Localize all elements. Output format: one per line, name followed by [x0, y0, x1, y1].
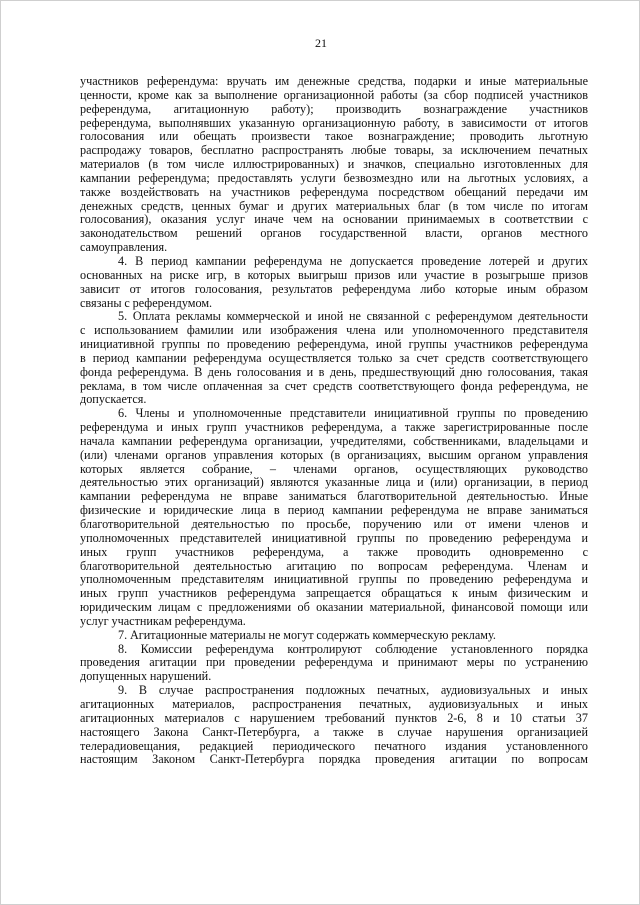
text-line: начала кампании референдума организации, учредителями, собственниками, владельцами и [80, 434, 588, 448]
text-line: распродажу товаров, бесплатно распространять любые товары, за исключением печатных [80, 144, 588, 158]
text-line: которых является собрание, – членами органов, осуществляющих руководство [80, 462, 588, 476]
text-line: референдума, агитационную работу); производить вознаграждение участников [80, 102, 588, 116]
text-line: иных групп участников референдума, а также проводить одновременно с [80, 545, 588, 559]
text-line: референдума и иных групп участников референдума, а также зарегистрированные после [80, 421, 588, 435]
text-line: самоуправления. [80, 241, 168, 255]
text-line: денежных средств, ценных бумаг и других материальных благ (в том числе по итогам [80, 199, 588, 213]
text-line: проведения агитации при проведении референдума и принимают меры по устранению [80, 656, 588, 670]
text-line: в период кампании референдума осуществляется только за счет средств соответствующего [80, 351, 588, 365]
text-line: допускается. [80, 393, 147, 407]
text-line: реклама, в том числе оплаченная за счет средств соответствующего фонда референдума, не [80, 379, 588, 393]
text-line: ценности, кроме как за выполнение организационной работы (за сбор подписей участников [80, 88, 588, 102]
text-line: физические и юридические лица в период кампании референдума не вправе заниматься [80, 504, 588, 518]
text-line: настоящего Закона Санкт-Петербурга, а также в случае нарушения организацией [80, 725, 588, 739]
text-line: иных групп участников референдума запрещается обращаться к иным физическим и [80, 587, 588, 601]
text-line: деятельностью этих организаций) являются указанные лица и (или) организации, в период [80, 476, 588, 490]
text-line: благотворительной деятельностью агитацию по вопросам референдума. Членам и [80, 559, 588, 573]
text-line: законодательством решений органов государственной власти, органов местного [80, 227, 588, 241]
text-line: инициативной группы по проведению референдума, иной группы участников референдума [80, 338, 588, 352]
text-line: благотворительной деятельностью по просьбе, поручению или от имени членов и [80, 518, 588, 531]
text-line: агитационных материалов с нарушением требований пунктов 2-6, 8 и 10 статьи 37 [80, 711, 588, 725]
document-body [80, 75, 588, 767]
text-line: 8. Комиссии референдума контролируют соблюдение установленного порядка [118, 642, 588, 656]
text-line: кампании референдума не вправе заниматься благотворительной деятельностью. Иные [80, 490, 588, 504]
text-line: голосования или обещать произвести такое вознаграждение; проводить льготную [80, 130, 588, 144]
page-number: 21 [315, 36, 327, 50]
text-line: уполномоченных представителей инициативной группы по проведению референдума и [80, 531, 588, 545]
text-line: основанных на риске игр, в которых выигрыш призов или участие в розыгрыше призов [80, 268, 588, 282]
text-line: участников референдума: вручать им денежные средства, подарки и иные материальные [80, 75, 588, 88]
text-line: материалов (в том числе иллюстрированных) и значков, специально изготовленных для [80, 158, 588, 172]
text-line: агитационных материалов, распространения печатных, аудиовизуальных и иных [80, 697, 588, 711]
text-line: референдума, выполнявших указанную организационную работу, в зависимости от итогов [80, 116, 588, 130]
text-line: 6. Члены и уполномоченные представители инициативной группы по проведению [118, 407, 588, 421]
text-line: кампании референдума; предоставлять услуги безвозмездно или на льготных условиях, а [80, 171, 588, 185]
text-line: также воздействовать на участников референдума посредством обещаний передачи им [80, 185, 588, 199]
text-line: (или) членами органов управления которых (в организациях, высшим органом управления [80, 448, 588, 462]
text-line: с использованием фамилии или изображения члена или уполномоченного представителя [80, 324, 588, 338]
text-line: фонда референдума. В день голосования и в день, предшествующий дню голосования, такая [80, 365, 588, 379]
text-line: 4. В период кампании референдума не допускается проведение лотерей и других [118, 254, 588, 268]
text-line: 7. Агитационные материалы не могут содержать коммерческую рекламу. [118, 628, 496, 642]
text-line: 9. В случае распространения подложных печатных, аудиовизуальных и иных [118, 684, 588, 698]
text-line: уполномоченным представителям инициативной группы по проведению референдума и [80, 573, 588, 587]
text-line: телерадиовещания, редакцией периодического печатного издания установленного [80, 739, 588, 753]
text-line: услуг участникам референдума. [80, 614, 246, 628]
text-line: связаны с референдумом. [80, 296, 213, 310]
text-line: зависит от итогов голосования, результатов референдума либо которые иным образом [80, 282, 588, 296]
text-line: настоящим Законом Санкт-Петербурга порядка проведения агитации по вопросам [80, 753, 588, 767]
text-line: допущенных нарушений. [80, 670, 212, 684]
text-line: юридическим лицам с предложениями об оказании материальной, финансовой помощи или [80, 601, 588, 615]
text-line: 5. Оплата рекламы коммерческой и иной не связанной с референдумом деятельности [118, 310, 588, 324]
text-line: голосования), оказания услуг иначе чем на основании принимаемых в соответствии с [80, 213, 588, 227]
